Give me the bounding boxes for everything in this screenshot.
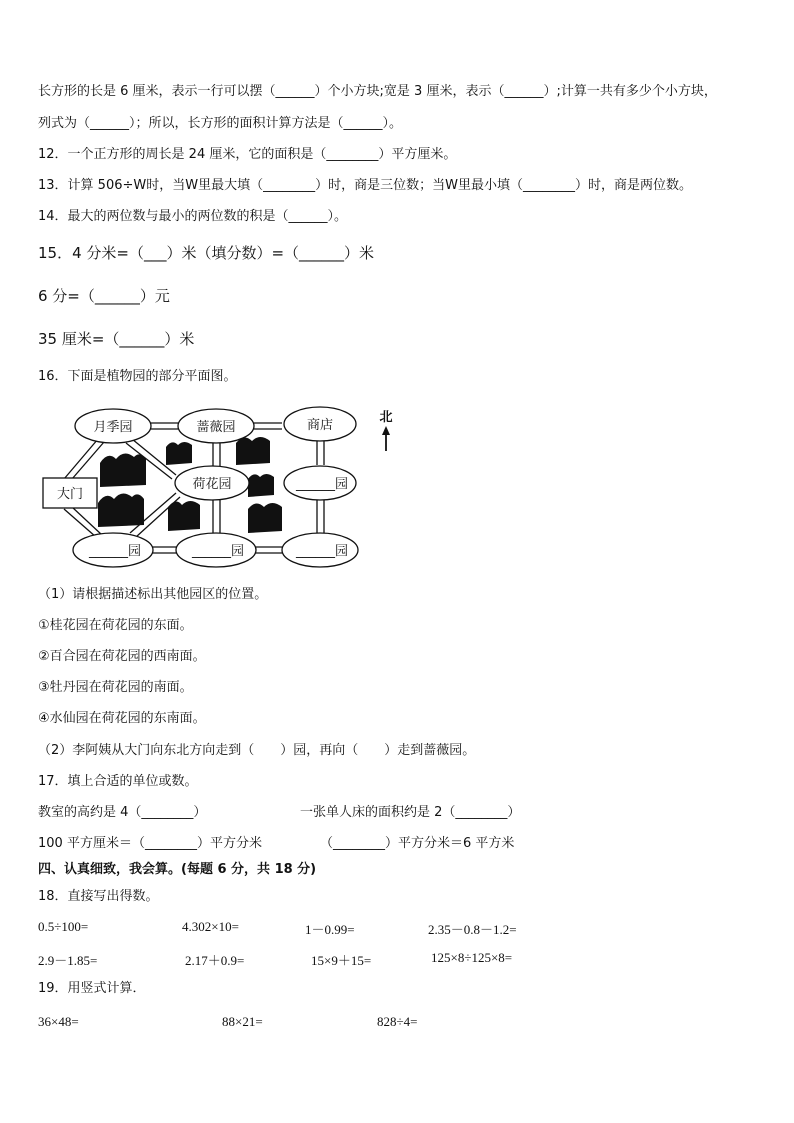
qiangwei-label: 蔷薇园 (196, 420, 236, 435)
section-4-heading: 四、认真细致，我会算。(每题 6 分，共 18 分) (38, 862, 317, 877)
q18-item: 2.9－1.85= (38, 953, 98, 968)
q12-text: 12．一个正方形的周长是 24 厘米，它的面积是（________）平方厘米。 (38, 147, 457, 162)
garden-map (0, 395, 420, 580)
q11-text-line1: 长方形的长是 6 厘米，表示一行可以摆（______）个小方块;宽是 3 厘米，表示（______）;计算一共有多少个小方块， (38, 84, 717, 99)
q16-clue4: ④水仙园在荷花园的东南面。 (38, 711, 206, 726)
q17-item-a: 教室的高约是 4（________） (38, 805, 207, 820)
shop-label: 商店 (306, 418, 334, 433)
q11-text-line2: 列式为（______）；所以，长方形的面积计算方法是（______）。 (38, 116, 403, 131)
east-garden-blank[interactable]: ______园 (295, 477, 349, 492)
gate-label: 大门 (56, 487, 84, 502)
north-arrow-icon (382, 426, 390, 451)
q14-text: 14．最大的两位数与最小的两位数的积是（______）。 (38, 209, 348, 224)
q18-item: 2.35－0.8－1.2= (428, 922, 517, 937)
south-garden-blank[interactable]: ______园 (191, 544, 245, 559)
q15-text-line1: 15．4 分米=（___）米（填分数）=（______）米 (38, 244, 375, 262)
q16-clue1: ①桂花园在荷花园的东面。 (38, 618, 193, 633)
q18-item: 15×9＋15= (311, 953, 372, 968)
q16-clue3: ③牡丹园在荷花园的南面。 (38, 680, 193, 695)
q19-text: 19．用竖式计算． (38, 981, 146, 996)
hehua-label: 荷花园 (192, 477, 232, 492)
q18-item: 2.17＋0.9= (185, 953, 245, 968)
q16-part2: （2）李阿姨从大门向东北方向走到（ ）园，再向（ ）走到蔷薇园。 (38, 743, 476, 758)
q17-item-c: 100 平方厘米＝（________）平方分米 (38, 836, 262, 851)
q18-item: 0.5÷100= (38, 919, 89, 934)
yueji-label: 月季园 (93, 420, 133, 435)
q17-item-b: 一张单人床的面积约是 2（________） (300, 805, 521, 820)
q17-item-d: （________）平方分米＝6 平方米 (320, 836, 515, 851)
q19-item: 36×48= (38, 1014, 79, 1029)
q13-text: 13．计算 506÷W时，当W里最大填（________）时，商是三位数；当W里最小填（________）时，商是两位数。 (38, 178, 692, 193)
north-label: 北 (379, 410, 393, 425)
q15-text-line2: 6 分=（______）元 (38, 287, 170, 305)
southwest-garden-blank[interactable]: ______园 (88, 544, 142, 559)
q18-text: 18．直接写出得数。 (38, 889, 159, 904)
q16-text: 16．下面是植物园的部分平面图。 (38, 369, 237, 384)
q16-part1: （1）请根据描述标出其他园区的位置。 (38, 587, 268, 602)
q19-item: 828÷4= (377, 1014, 418, 1029)
q18-item: 4.302×10= (182, 919, 239, 934)
southeast-garden-blank[interactable]: ______园 (295, 544, 349, 559)
q18-item: 125×8÷125×8= (431, 950, 513, 965)
q18-item: 1－0.99= (305, 922, 355, 937)
q17-text: 17．填上合适的单位或数。 (38, 774, 198, 789)
q15-text-line3: 35 厘米=（______）米 (38, 330, 195, 348)
q19-item: 88×21= (222, 1014, 263, 1029)
q16-clue2: ②百合园在荷花园的西南面。 (38, 649, 206, 664)
